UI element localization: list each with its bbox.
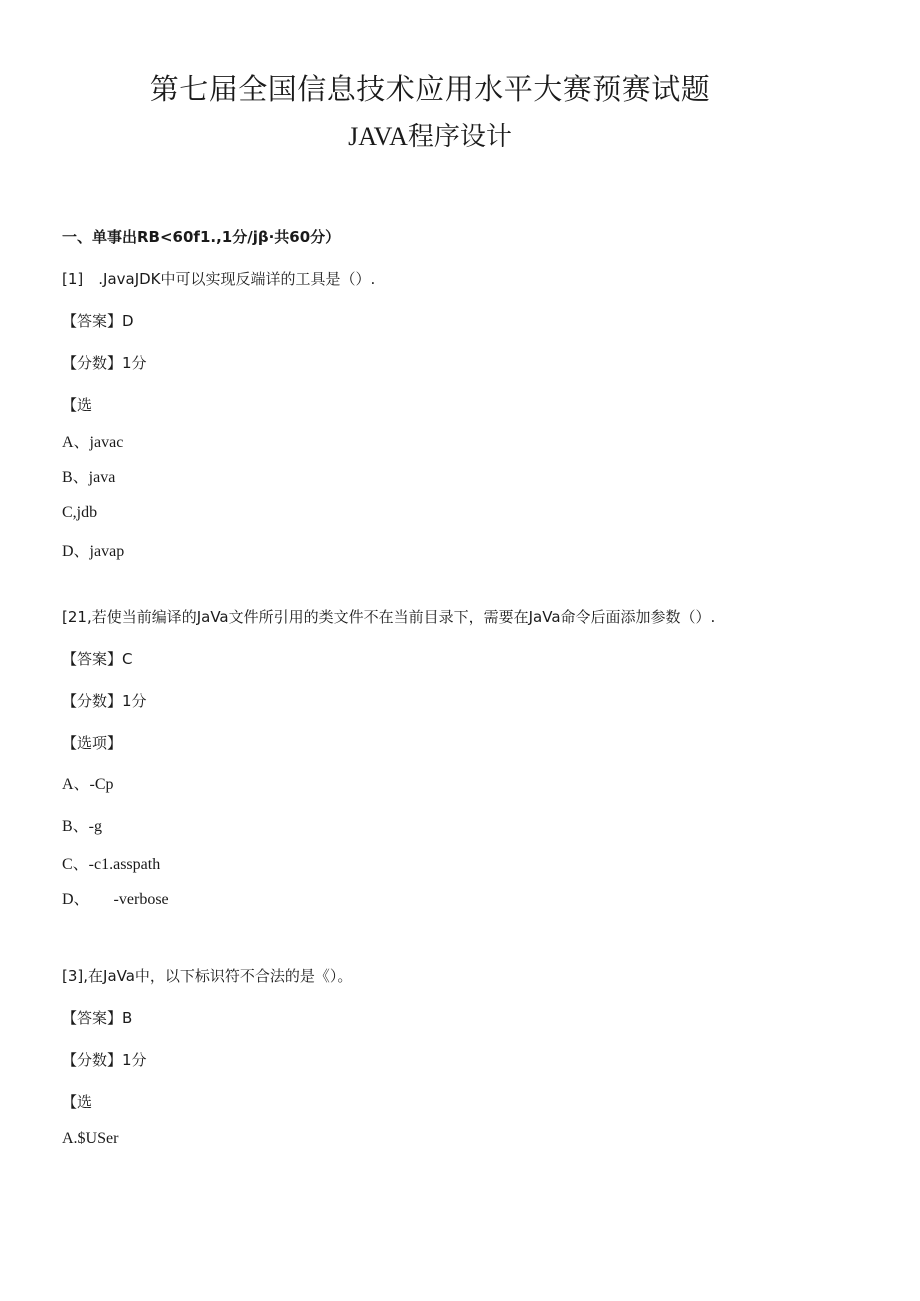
question-2-option-c: C、-c1.asspath	[62, 856, 161, 873]
question-1-option-d: D、javap	[62, 543, 125, 560]
question-3-options-label: 【选	[62, 1093, 93, 1111]
question-3-option-a: A.$USer	[62, 1130, 119, 1147]
question-3-text: [3],在JaVa中，以下标识符不合法的是《）。	[62, 967, 353, 985]
question-2-options-label: 【选项】	[62, 734, 123, 752]
question-2-option-a: A、-Cp	[62, 776, 114, 793]
question-1-answer: 【答案】D	[62, 312, 134, 330]
document-subtitle: JAVA程序设计	[348, 122, 512, 151]
question-1-score: 【分数】1分	[62, 354, 147, 372]
question-1-option-a: A、javac	[62, 434, 124, 451]
question-2-answer: 【答案】C	[62, 650, 133, 668]
question-2-text: [21,若使当前编译的JaVa文件所引用的类文件不在当前目录下，需要在JaVa命令后面添加参数（）.	[62, 608, 716, 626]
question-1-text: [1] .JavaJDK中可以实现反端详的工具是（）.	[62, 270, 376, 288]
question-2-score: 【分数】1分	[62, 692, 147, 710]
question-1-option-c: C,jdb	[62, 504, 98, 521]
question-2-option-d: D、 -verbose	[62, 891, 169, 908]
question-1-option-b: B、java	[62, 469, 116, 486]
document-title: 第七届全国信息技术应用水平大赛预赛试题	[149, 74, 711, 106]
section-heading: 一、单事出RB<60f1.,1分/jβ·共60分）	[62, 228, 341, 246]
question-1-options-label: 【选	[62, 396, 93, 414]
question-3-answer: 【答案】B	[62, 1009, 133, 1027]
question-2-option-b: B、-g	[62, 818, 103, 835]
question-3-score: 【分数】1分	[62, 1051, 147, 1069]
